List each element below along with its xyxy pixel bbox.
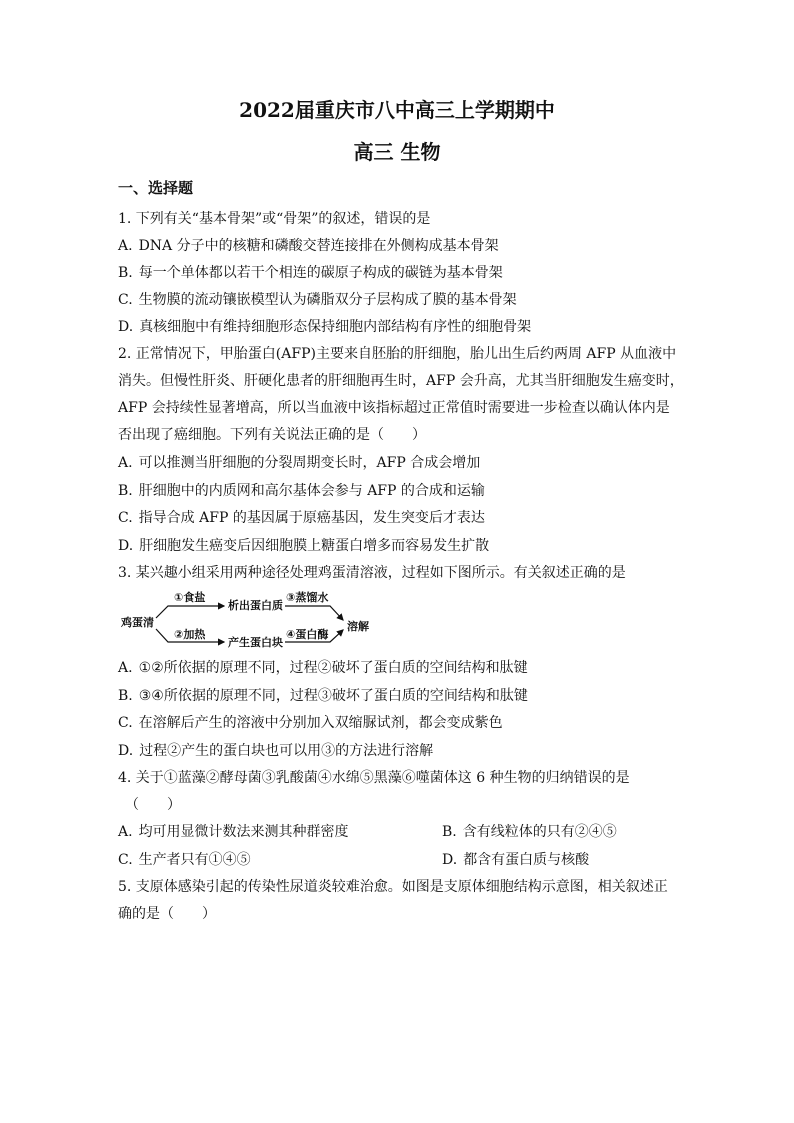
option-label: C. — [118, 852, 133, 868]
option-label: B. — [118, 265, 133, 281]
q4-option-c — [118, 850, 251, 870]
q2-option-d — [118, 536, 489, 556]
diagram-step2-label: ②加热 — [174, 628, 206, 641]
option-label: A. — [118, 824, 133, 840]
option-text: DNA 分子中的核糖和磷酸交替连接排在外侧构成基本骨架 — [138, 238, 499, 254]
q4-option-b — [442, 822, 617, 842]
q1-option-c — [118, 290, 517, 310]
option-label: C. — [118, 292, 133, 308]
option-label: C. — [118, 510, 133, 526]
option-label: A. — [118, 238, 133, 254]
section-title: 一、选择题 — [118, 179, 194, 197]
q2-stem-line: 2. 正常情况下，甲胎蛋白(AFP)主要来自胚胎的肝细胞，胎儿出生后约两周 AFP 从血液中 — [118, 346, 677, 362]
exam-subtitle: 高三 生物 — [353, 140, 441, 164]
arrow-salt — [156, 606, 224, 618]
option-label: A. — [118, 660, 133, 676]
q2-option-c — [118, 508, 485, 528]
q1-option-d — [118, 317, 531, 337]
q3-option-d — [118, 741, 433, 761]
diagram-step3-label: ③蒸馏水 — [286, 591, 329, 604]
q4-option-d — [442, 850, 589, 870]
option-text: 可以推测当肝细胞的分裂周期变长时，AFP 合成会增加 — [138, 455, 481, 471]
option-label: B. — [118, 483, 133, 499]
option-label: D. — [118, 743, 134, 759]
option-text: ③④所依据的原理不同，过程③破坏了蛋白质的空间结构和肽键 — [138, 688, 528, 704]
option-label: D. — [442, 852, 458, 868]
option-label: D. — [118, 319, 134, 335]
option-text: 过程②产生的蛋白块也可以用③的方法进行溶解 — [139, 743, 434, 759]
q1-option-a — [118, 236, 499, 256]
q3-option-b — [118, 686, 528, 706]
option-label: B. — [118, 688, 133, 704]
exam-title: 2022届重庆市八中高三上学期期中 — [239, 98, 555, 122]
option-text: 都含有蛋白质与核酸 — [463, 852, 590, 868]
diagram-result2-label: 产生蛋白块 — [228, 636, 283, 649]
q2-option-b — [118, 481, 485, 501]
q3-option-c — [118, 713, 503, 733]
option-text: 生物膜的流动镶嵌模型认为磷脂双分子层构成了膜的基本骨架 — [138, 292, 517, 308]
diagram-step4-label: ④蛋白酶 — [286, 628, 329, 641]
option-text: 指导合成 AFP 的基因属于原癌基因，发生突变后才表达 — [138, 510, 485, 526]
option-text: ①②所依据的原理不同，过程②破坏了蛋白质的空间结构和肽键 — [138, 660, 528, 676]
option-text: 每一个单体都以若干个相连的碳原子构成的碳链为基本骨架 — [138, 265, 503, 281]
option-text: 含有线粒体的只有②④⑤ — [462, 824, 617, 840]
q3-option-a — [118, 658, 528, 678]
q2-option-a — [118, 453, 480, 473]
option-label: B. — [442, 824, 457, 840]
option-label: C. — [118, 715, 133, 731]
option-label: D. — [118, 538, 134, 554]
q5-stem-line: 确的是（ ） — [118, 906, 216, 922]
q5-stem-line: 5. 支原体感染引起的传染性尿道炎较难治愈。如图是支原体细胞结构示意图，相关叙述正 — [118, 879, 668, 895]
diagram-end-label: 溶解 — [347, 620, 369, 633]
q2-stem-line: 消失。但慢性肝炎、肝硬化患者的肝细胞再生时，AFP 会升高，尤其当肝细胞发生癌变时， — [118, 373, 684, 389]
arrow-distilled-water — [285, 606, 343, 620]
egg-white-process-diagram — [118, 585, 378, 655]
diagram-step1-label: ①食盐 — [174, 591, 206, 604]
q4-stem: 4. 关于①蓝藻②酵母菌③乳酸菌④水绵⑤黑藻⑥噬菌体这 6 种生物的归纳错误的是 — [118, 770, 630, 786]
option-text: 在溶解后产生的溶液中分别加入双缩脲试剂，都会变成紫色 — [138, 715, 503, 731]
option-text: 均可用显微计数法来测其种群密度 — [138, 824, 349, 840]
option-label: A. — [118, 455, 133, 471]
q1-stem: 1. 下列有关“基本骨架”或“骨架”的叙述，错误的是 — [118, 211, 431, 227]
q2-stem-line: 否出现了癌细胞。下列有关说法正确的是（ ） — [118, 427, 426, 443]
diagram-start-label: 鸡蛋清 — [121, 616, 154, 629]
q4-option-a — [118, 822, 349, 842]
q2-stem-line: AFP 会持续性显著增高，所以当血液中该指标超过正常值时需要进一步检查以确认体内是 — [118, 400, 670, 416]
option-text: 肝细胞发生癌变后因细胞膜上糖蛋白增多而容易发生扩散 — [139, 538, 490, 554]
option-text: 生产者只有①④⑤ — [138, 852, 251, 868]
q1-option-b — [118, 263, 503, 283]
q4-answer-blank: （ ） — [125, 797, 181, 813]
diagram-result1-label: 析出蛋白质 — [228, 599, 283, 612]
option-text: 肝细胞中的内质网和高尔基体会参与 AFP 的合成和运输 — [138, 483, 485, 499]
option-text: 真核细胞中有维持细胞形态保持细胞内部结构有序性的细胞骨架 — [139, 319, 532, 335]
q3-stem: 3. 某兴趣小组采用两种途径处理鸡蛋清溶液，过程如下图所示。有关叙述正确的是 — [118, 565, 626, 581]
